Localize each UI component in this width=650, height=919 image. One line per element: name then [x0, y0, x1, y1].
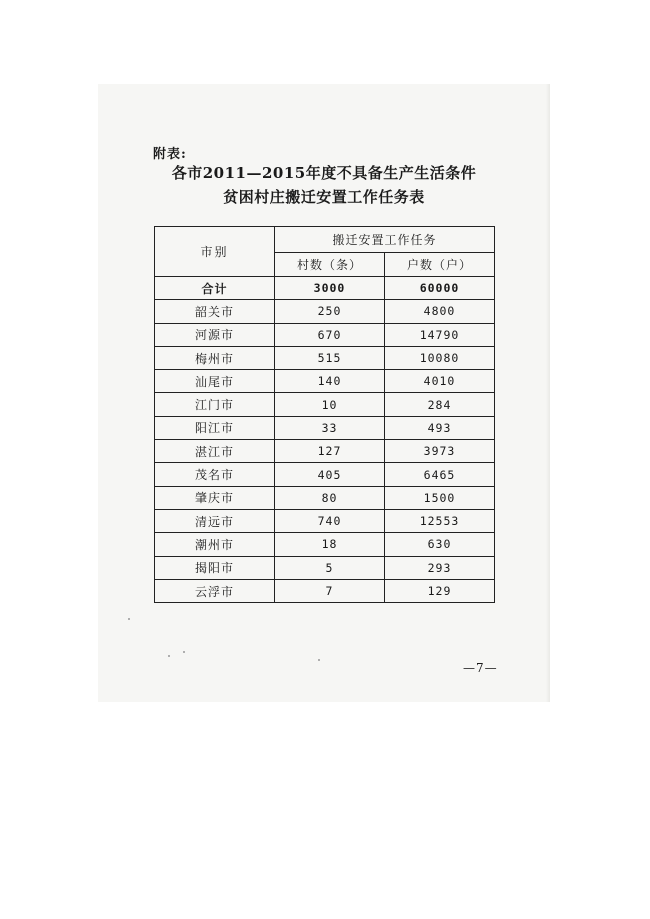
villages-value: 127 [275, 440, 385, 463]
total-households: 60000 [385, 277, 495, 300]
city-name: 云浮市 [155, 579, 275, 602]
villages-value: 140 [275, 370, 385, 393]
header-villages: 村数（条） [275, 253, 385, 277]
households-value: 1500 [385, 486, 495, 509]
households-value: 630 [385, 533, 495, 556]
villages-value: 7 [275, 579, 385, 602]
header-households: 户数（户） [385, 253, 495, 277]
table-row [155, 440, 495, 463]
table-row [155, 416, 495, 439]
city-name: 潮州市 [155, 533, 275, 556]
scan-speck [318, 659, 320, 661]
table-row [155, 463, 495, 486]
table-row [155, 393, 495, 416]
households-value: 4800 [385, 300, 495, 323]
table-row [155, 509, 495, 532]
scan-speck [128, 618, 130, 620]
households-value: 129 [385, 579, 495, 602]
table-row [155, 370, 495, 393]
households-value: 3973 [385, 440, 495, 463]
households-value: 293 [385, 556, 495, 579]
table-row [155, 346, 495, 369]
villages-value: 33 [275, 416, 385, 439]
households-value: 6465 [385, 463, 495, 486]
page-number: —7— [463, 661, 498, 675]
households-value: 493 [385, 416, 495, 439]
city-name: 韶关市 [155, 300, 275, 323]
households-value: 14790 [385, 323, 495, 346]
households-value: 12553 [385, 509, 495, 532]
appendix-label: 附表: [153, 147, 187, 162]
scan-speck [168, 655, 170, 657]
villages-value: 80 [275, 486, 385, 509]
table-row [155, 486, 495, 509]
document-title-line-1: 各市2011—2015年度不具备生产生活条件 [171, 164, 477, 182]
header-relocation-task: 搬迁安置工作任务 [275, 227, 495, 253]
city-name: 江门市 [155, 393, 275, 416]
villages-value: 5 [275, 556, 385, 579]
city-name: 河源市 [155, 323, 275, 346]
villages-value: 740 [275, 509, 385, 532]
villages-value: 18 [275, 533, 385, 556]
total-label: 合计 [155, 277, 275, 300]
relocation-task-table [154, 226, 495, 603]
households-value: 4010 [385, 370, 495, 393]
city-name: 梅州市 [155, 346, 275, 369]
table-row [155, 579, 495, 602]
city-name: 揭阳市 [155, 556, 275, 579]
table-row [155, 533, 495, 556]
villages-value: 250 [275, 300, 385, 323]
city-name: 肇庆市 [155, 486, 275, 509]
city-name: 湛江市 [155, 440, 275, 463]
villages-value: 670 [275, 323, 385, 346]
scan-speck [183, 651, 185, 653]
city-name: 茂名市 [155, 463, 275, 486]
table-row [155, 556, 495, 579]
city-name: 清远市 [155, 509, 275, 532]
table-row [155, 300, 495, 323]
villages-value: 405 [275, 463, 385, 486]
total-villages: 3000 [275, 277, 385, 300]
header-city: 市别 [155, 227, 275, 277]
document-title-line-2: 贫困村庄搬迁安置工作任务表 [223, 188, 425, 206]
households-value: 284 [385, 393, 495, 416]
table-header-row [155, 227, 495, 253]
villages-value: 10 [275, 393, 385, 416]
city-name: 汕尾市 [155, 370, 275, 393]
households-value: 10080 [385, 346, 495, 369]
villages-value: 515 [275, 346, 385, 369]
city-name: 阳江市 [155, 416, 275, 439]
table-row [155, 323, 495, 346]
table-total-row [155, 277, 495, 300]
